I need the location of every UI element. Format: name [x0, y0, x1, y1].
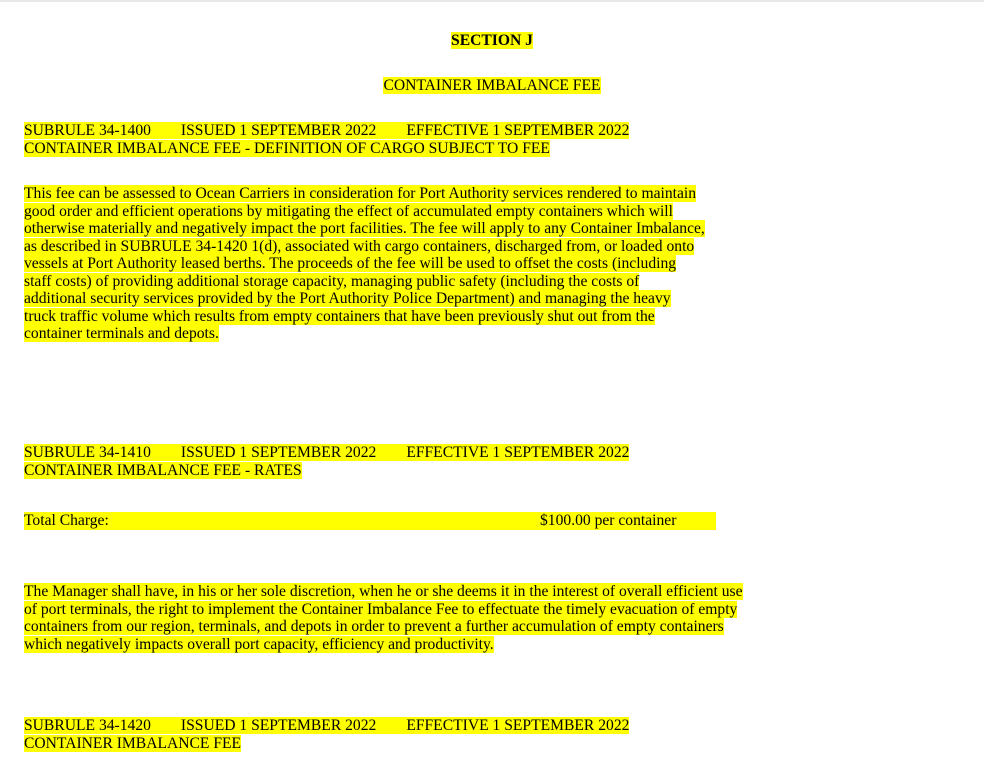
section-title [0, 32, 984, 50]
subrule-heading-text: CONTAINER IMBALANCE FEE - DEFINITION OF CARGO SUBJECT TO FEE [24, 140, 550, 157]
subrule-number: SUBRULE 34-1400 ISSUED 1 SEPTEMBER 2022 EFFECTIVE 1 SEPTEMBER 2022 [24, 122, 630, 139]
manager-paragraph [24, 583, 964, 653]
subrule-heading [24, 462, 302, 480]
paragraph-line: The Manager shall have, in his or her sole discretion, when he or she deems it in the interest of overall efficient use [24, 583, 743, 600]
subrule-number: SUBRULE 34-1410 ISSUED 1 SEPTEMBER 2022 EFFECTIVE 1 SEPTEMBER 2022 [24, 444, 630, 461]
paragraph-line: otherwise materially and negatively impact the port facilities. The fee will apply to any Container Imbalance, [24, 220, 705, 237]
subrule-header [24, 122, 629, 140]
total-charge-amount: $100.00 per container [540, 512, 677, 529]
subrule-header [24, 444, 629, 462]
subrule-header [24, 717, 629, 735]
paragraph-line: good order and efficient operations by mitigating the effect of accumulated empty containers which will [24, 202, 673, 220]
definition-paragraph [24, 185, 964, 343]
paragraph-line: as described in SUBRULE 34-1420 1(d), associated with cargo containers, discharged from, or loaded onto [24, 237, 695, 255]
section-title-text: SECTION J [451, 32, 533, 49]
subrule-heading [24, 140, 550, 158]
total-charge-row [24, 512, 716, 530]
paragraph-line: staff costs) of providing additional storage capacity, managing public safety (including the costs of [24, 272, 640, 290]
paragraph-line: of port terminals, the right to implement the Container Imbalance Fee to effectuate the timely evacuation of empty [24, 600, 738, 618]
paragraph-line: container terminals and depots. [24, 325, 219, 342]
paragraph-line: additional security services provided by the Port Authority Police Department) and managing the heavy [24, 290, 671, 307]
total-charge-label: Total Charge: [24, 512, 109, 529]
paragraph-line: which negatively impacts overall port capacity, efficiency and productivity. [24, 635, 494, 653]
section-subtitle [0, 77, 984, 95]
subrule-number: SUBRULE 34-1420 ISSUED 1 SEPTEMBER 2022 EFFECTIVE 1 SEPTEMBER 2022 [24, 717, 630, 734]
section-subtitle-text: CONTAINER IMBALANCE FEE [383, 77, 601, 94]
paragraph-line: This fee can be assessed to Ocean Carriers in consideration for Port Authority services rendered to maintain [24, 185, 697, 202]
paragraph-line: truck traffic volume which results from empty containers that have been previously shut out from the [24, 307, 655, 325]
paragraph-line: containers from our region, terminals, and depots in order to prevent a further accumulation of empty containers [24, 618, 724, 635]
paragraph-line: vessels at Port Authority leased berths. The proceeds of the fee will be used to offset the costs (including [24, 255, 677, 272]
top-border [0, 0, 984, 2]
subrule-heading-text: CONTAINER IMBALANCE FEE - RATES [24, 462, 302, 479]
subrule-heading-text: CONTAINER IMBALANCE FEE [24, 735, 242, 752]
subrule-heading [24, 735, 241, 753]
